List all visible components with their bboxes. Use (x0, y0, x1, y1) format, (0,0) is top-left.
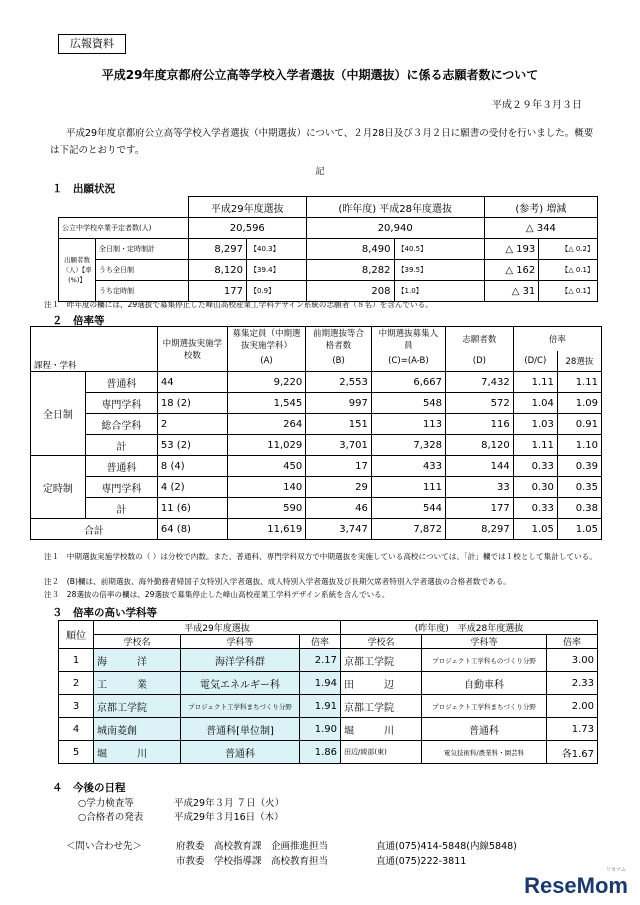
table-cell: 46 (306, 498, 372, 519)
dept-cell: 自動車科 (422, 672, 547, 695)
rank-cell: 4 (59, 718, 94, 741)
table-cell: 8,297 (446, 519, 514, 540)
grads-diff: △ 344 (484, 218, 597, 239)
table-cell: 8,297 (188, 239, 246, 260)
quota-a: (A) (227, 351, 305, 372)
ratio-28: 28選抜 (557, 351, 601, 372)
table-row-label: 専門学科 (85, 393, 157, 414)
table-cell: 7,432 (446, 372, 514, 393)
table-cell: △ 31 (484, 281, 539, 302)
table-row-label: 計 (85, 498, 157, 519)
section2-heading: ２ 倍率等 (52, 315, 105, 327)
table-cell: 17 (306, 456, 372, 477)
table-cell: 【△ 0.2】 (539, 239, 598, 260)
early-b: (B) (306, 351, 372, 372)
table-cell: 1,545 (227, 393, 305, 414)
table-row-label: うち定時制 (96, 281, 189, 302)
dept-cell: 海洋学科群 (181, 649, 300, 672)
h28-header: (昨年度) 平成28年度選抜 (306, 197, 484, 218)
mid-c: (C)=(A-B) (371, 351, 445, 372)
section2-note-1: 注１ 中期選抜実施学校数の（ ）は分校で内数。また、普通科、専門学科双方で中期選抜を実施している高校については、「計」欄では１校として集計している。 (44, 552, 597, 561)
mid-header: 中期選抜募集人員 (371, 327, 445, 352)
watermark-sub: リセマム (606, 867, 626, 873)
table-cell: 1.11 (513, 435, 557, 456)
table-cell: 450 (227, 456, 305, 477)
total-label: 合計 (31, 519, 158, 540)
school-cell: 海 洋 (94, 649, 181, 672)
table-cell: 【40.5】 (394, 239, 484, 260)
table-cell: 8,490 (306, 239, 394, 260)
school-cell: 城南菱創 (94, 718, 181, 741)
ratio-cell: 2.00 (547, 695, 598, 718)
table-cell: 997 (306, 393, 372, 414)
schedule-item: ○学力検査等 平成29年３月 ７日（火） (78, 798, 285, 809)
table-cell: 1.11 (557, 372, 601, 393)
table-cell: 572 (446, 393, 514, 414)
school-cell: 京都工学院 (341, 649, 422, 672)
table-cell: 8,120 (188, 260, 246, 281)
resemom-logo: ReseMom (524, 873, 628, 898)
school-header: 学校名 (341, 635, 422, 649)
ratio-cell: 1.94 (300, 672, 341, 695)
ratio-dc: (D/C) (513, 351, 557, 372)
ratio-cell: 3.00 (547, 649, 598, 672)
ratio-cell: 2.17 (300, 649, 341, 672)
table-cell: 【1.0】 (394, 281, 484, 302)
table-cell: 177 (188, 281, 246, 302)
school-cell: 堀 川 (341, 718, 422, 741)
dept-cell: プロジェクト工学科ものづくり分野 (422, 649, 547, 672)
rank-cell: 3 (59, 695, 94, 718)
table-cell: 113 (371, 414, 445, 435)
table-cell: 8 (4) (157, 456, 227, 477)
dept-cell: 普通科 (181, 741, 300, 764)
dept-cell: プロジェクト工学科まちづくり分野 (181, 695, 300, 718)
dept-header: 学科等 (422, 635, 547, 649)
school-header: 学校名 (94, 635, 181, 649)
dept-cell: 普通科[単位制] (181, 718, 300, 741)
table-cell: 29 (306, 477, 372, 498)
schedule-item: ○合格者の発表 平成29年３月16日（木） (78, 812, 284, 823)
table-cell: 【39.4】 (247, 260, 307, 281)
rank-cell: 1 (59, 649, 94, 672)
applicants-group-label: 出願者数（人）【率(%)】 (59, 239, 96, 302)
table-cell: 7,328 (371, 435, 445, 456)
table-cell: 8,282 (306, 260, 394, 281)
table-cell: 0.30 (513, 477, 557, 498)
school-cell: 京都工学院 (94, 695, 181, 718)
section2-note-3: 注３ 28選抜の倍率の欄は、29選抜で募集停止した峰山高校産業工学科デザイン系統を含んでいる。 (44, 590, 390, 599)
table-cell: 3,701 (306, 435, 372, 456)
ratio-header: 倍率 (513, 327, 601, 352)
table-cell: 0.39 (557, 456, 601, 477)
document-date: 平成２９年３月３日 (492, 100, 582, 111)
intro-paragraph: 平成29年度京都府公立高等学校入学者選抜（中期選抜）について、２月28日及び３月２日に願書の受付を行いました。概要は下記のとおりです。 (50, 128, 594, 156)
section3-heading: ３ 倍率の高い学科等 (52, 607, 157, 619)
table-cell: 0.33 (513, 498, 557, 519)
table-cell: 6,667 (371, 372, 445, 393)
section1-heading: １ 出願状況 (52, 183, 115, 195)
table-cell: 433 (371, 456, 445, 477)
applicants-header: 志願者数 (446, 327, 514, 352)
table-cell: 9,220 (227, 372, 305, 393)
ki-mark: 記 (315, 167, 325, 177)
top-ratio-table (58, 620, 598, 764)
table-cell: 111 (371, 477, 445, 498)
table-cell: 208 (306, 281, 394, 302)
section4-heading: ４ 今後の日程 (52, 782, 126, 794)
table-cell: 1.11 (513, 372, 557, 393)
ratio-header: 倍率 (547, 635, 598, 649)
section1-note: 注１ 昨年度の欄には、29選抜で募集停止した峰山高校産業工学科デザイン系統の志願者（８名）を含んでいる。 (44, 300, 433, 309)
grads-label: 公立中学校卒業予定者数(人) (59, 218, 189, 239)
course-header: 課程・学科 (31, 327, 158, 372)
school-cell: 田 辺 (341, 672, 422, 695)
table-cell: 1.04 (513, 393, 557, 414)
table-cell: 【△ 0.1】 (539, 281, 598, 302)
group-full: 全日制 (31, 372, 86, 456)
contact-row: ＜問い合わせ先＞ 府教委 高校教育課 企画推進担当 直通(075)414-5848(内線5848) (66, 841, 517, 852)
table-cell: 44 (157, 372, 227, 393)
document-title: 平成29年度京都府公立高等学校入学者選抜（中期選抜）に係る志願者数について (101, 68, 539, 82)
table-cell: 【39.5】 (394, 260, 484, 281)
table-cell: 33 (446, 477, 514, 498)
table-cell: 548 (371, 393, 445, 414)
ratio-cell: 1.86 (300, 741, 341, 764)
ratio-cell: 2.33 (547, 672, 598, 695)
table-cell: 18 (2) (157, 393, 227, 414)
h28-header: (昨年度) 平成28年度選抜 (341, 621, 598, 635)
table-cell: 8,120 (446, 435, 514, 456)
dept-cell: 普通科 (422, 718, 547, 741)
school-cell: 京都工学院 (341, 695, 422, 718)
table-cell: 0.33 (513, 456, 557, 477)
table-cell: 7,872 (371, 519, 445, 540)
school-cell: 工 業 (94, 672, 181, 695)
dept-cell: 電気技術科/農業科・園芸科 (422, 741, 547, 764)
table-cell: 590 (227, 498, 305, 519)
table-cell: 1.03 (513, 414, 557, 435)
table-cell: 【40.3】 (247, 239, 307, 260)
school-cell: 堀 川 (94, 741, 181, 764)
dept-cell: 電気エネルギー科 (181, 672, 300, 695)
grads-h28: 20,940 (306, 218, 484, 239)
diff-header: (参考) 増減 (484, 197, 597, 218)
schools-header: 中期選抜実施学校数 (157, 327, 227, 372)
table-cell: 53 (2) (157, 435, 227, 456)
table-cell: 144 (446, 456, 514, 477)
quota-header: 募集定員（中期選抜実施学科） (227, 327, 305, 352)
ratio-cell: 1.91 (300, 695, 341, 718)
table-cell: 0.35 (557, 477, 601, 498)
table-cell: 11 (6) (157, 498, 227, 519)
table-cell: 151 (306, 414, 372, 435)
table-cell: 0.91 (557, 414, 601, 435)
table-cell: 264 (227, 414, 305, 435)
h29-header: 平成29年度選抜 (94, 621, 341, 635)
table-cell: △ 193 (484, 239, 539, 260)
ratio-cell: 各1.67 (547, 741, 598, 764)
press-release-tag: 広報資料 (58, 34, 126, 54)
applicants-d: (D) (446, 351, 514, 372)
table-cell: 64 (8) (157, 519, 227, 540)
ratio-header: 倍率 (300, 635, 341, 649)
rank-cell: 5 (59, 741, 94, 764)
grads-h29: 20,596 (188, 218, 306, 239)
table-row-label: 専門学科 (85, 477, 157, 498)
table-row-label: 全日制・定時制計 (96, 239, 189, 260)
table-row-label: 普通科 (85, 456, 157, 477)
table-cell: 3,747 (306, 519, 372, 540)
table-cell: 【△ 0.1】 (539, 260, 598, 281)
table-cell: 1.09 (557, 393, 601, 414)
table-cell: 11,029 (227, 435, 305, 456)
dept-header: 学科等 (181, 635, 300, 649)
table-cell: 【0.9】 (247, 281, 307, 302)
section2-note-2: 注２ (B)欄は、前期選抜、海外勤務者帰国子女特別入学者選抜、成人特別入学者選抜及び長期欠席者特別入学者選抜の合格者数である。 (44, 577, 511, 586)
ratio-cell: 1.90 (300, 718, 341, 741)
table-row-label: 総合学科 (85, 414, 157, 435)
table-cell: 1.10 (557, 435, 601, 456)
h29-header: 平成29年度選抜 (188, 197, 306, 218)
table-cell: 116 (446, 414, 514, 435)
table-cell: 1.05 (513, 519, 557, 540)
table-cell: △ 162 (484, 260, 539, 281)
rank-cell: 2 (59, 672, 94, 695)
dept-cell: プロジェクト工学科まちづくり分野 (422, 695, 547, 718)
table-cell: 140 (227, 477, 305, 498)
rank-header: 順位 (59, 621, 94, 649)
contact-row: 市教委 学校指導課 高校教育担当 直通(075)222-3811 (176, 856, 467, 867)
ratio-table (30, 326, 602, 540)
ratio-cell: 1.73 (547, 718, 598, 741)
group-part: 定時制 (31, 456, 86, 519)
table-cell: 177 (446, 498, 514, 519)
early-header: 前期選抜等合格者数 (306, 327, 372, 352)
table-cell: 0.38 (557, 498, 601, 519)
table-row-label: 計 (85, 435, 157, 456)
table-row-label: 普通科 (85, 372, 157, 393)
school-cell: 田辺/綾部(東) (341, 741, 422, 764)
application-status-table (58, 196, 598, 302)
table-cell: 544 (371, 498, 445, 519)
table-cell: 11,619 (227, 519, 305, 540)
table-cell: 4 (2) (157, 477, 227, 498)
table-row-label: うち全日制 (96, 260, 189, 281)
table-cell: 2 (157, 414, 227, 435)
table-cell: 1.05 (557, 519, 601, 540)
table-cell: 2,553 (306, 372, 372, 393)
